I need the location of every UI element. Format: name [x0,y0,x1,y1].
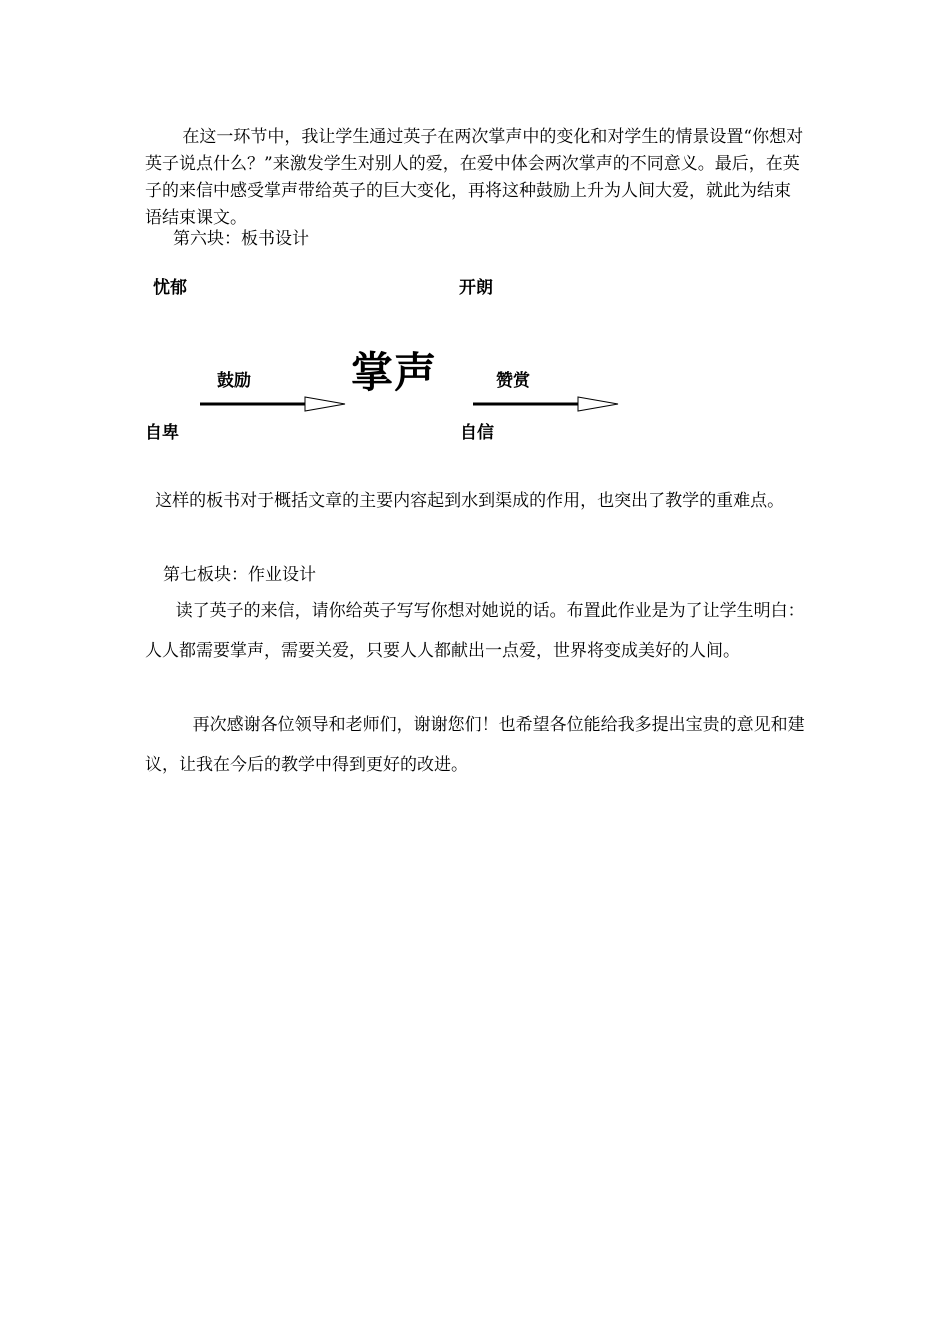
closing-paragraph: 再次感谢各位领导和老师们，谢谢您们！也希望各位能给我多提出宝贵的意见和建议，让我在今后的教学中得到更好的改进。 [145,715,805,775]
section7-heading: 第七板块：作业设计 [163,565,316,585]
board-bottom-left-label: 自卑 [145,423,179,443]
right-arrow-icon [473,396,619,412]
board-arrow-left-label: 鼓励 [217,371,251,391]
board-top-right-label: 开朗 [459,278,493,298]
section6-heading: 第六块：板书设计 [173,229,309,249]
board-top-left-label: 忧郁 [153,278,187,298]
board-comment-paragraph: 这样的板书对于概括文章的主要内容起到水到渠成的作用，也突出了教学的重难点。 [155,491,785,511]
board-center-title: 掌声 [351,348,438,397]
board-bottom-right-label: 自信 [460,423,494,443]
left-arrow-icon [200,396,346,412]
intro-paragraph: 在这一环节中，我让学生通过英子在两次掌声中的变化和对学生的情景设置“你想对英子说点什么？”来激发学生对别人的爱，在爱中体会两次掌声的不同意义。最后，在英子的来信中感受掌声带给英子的巨大变化，再将这种鼓励上升为人间大爱，就此为结束语结束课文。 [145,127,804,228]
board-arrow-right-label: 赞赏 [496,371,530,391]
homework-paragraph: 读了英子的来信，请你给英子写写你想对她说的话。布置此作业是为了让学生明白：人人都需要掌声，需要关爱，只要人人都献出一点爱，世界将变成美好的人间。 [145,601,805,661]
